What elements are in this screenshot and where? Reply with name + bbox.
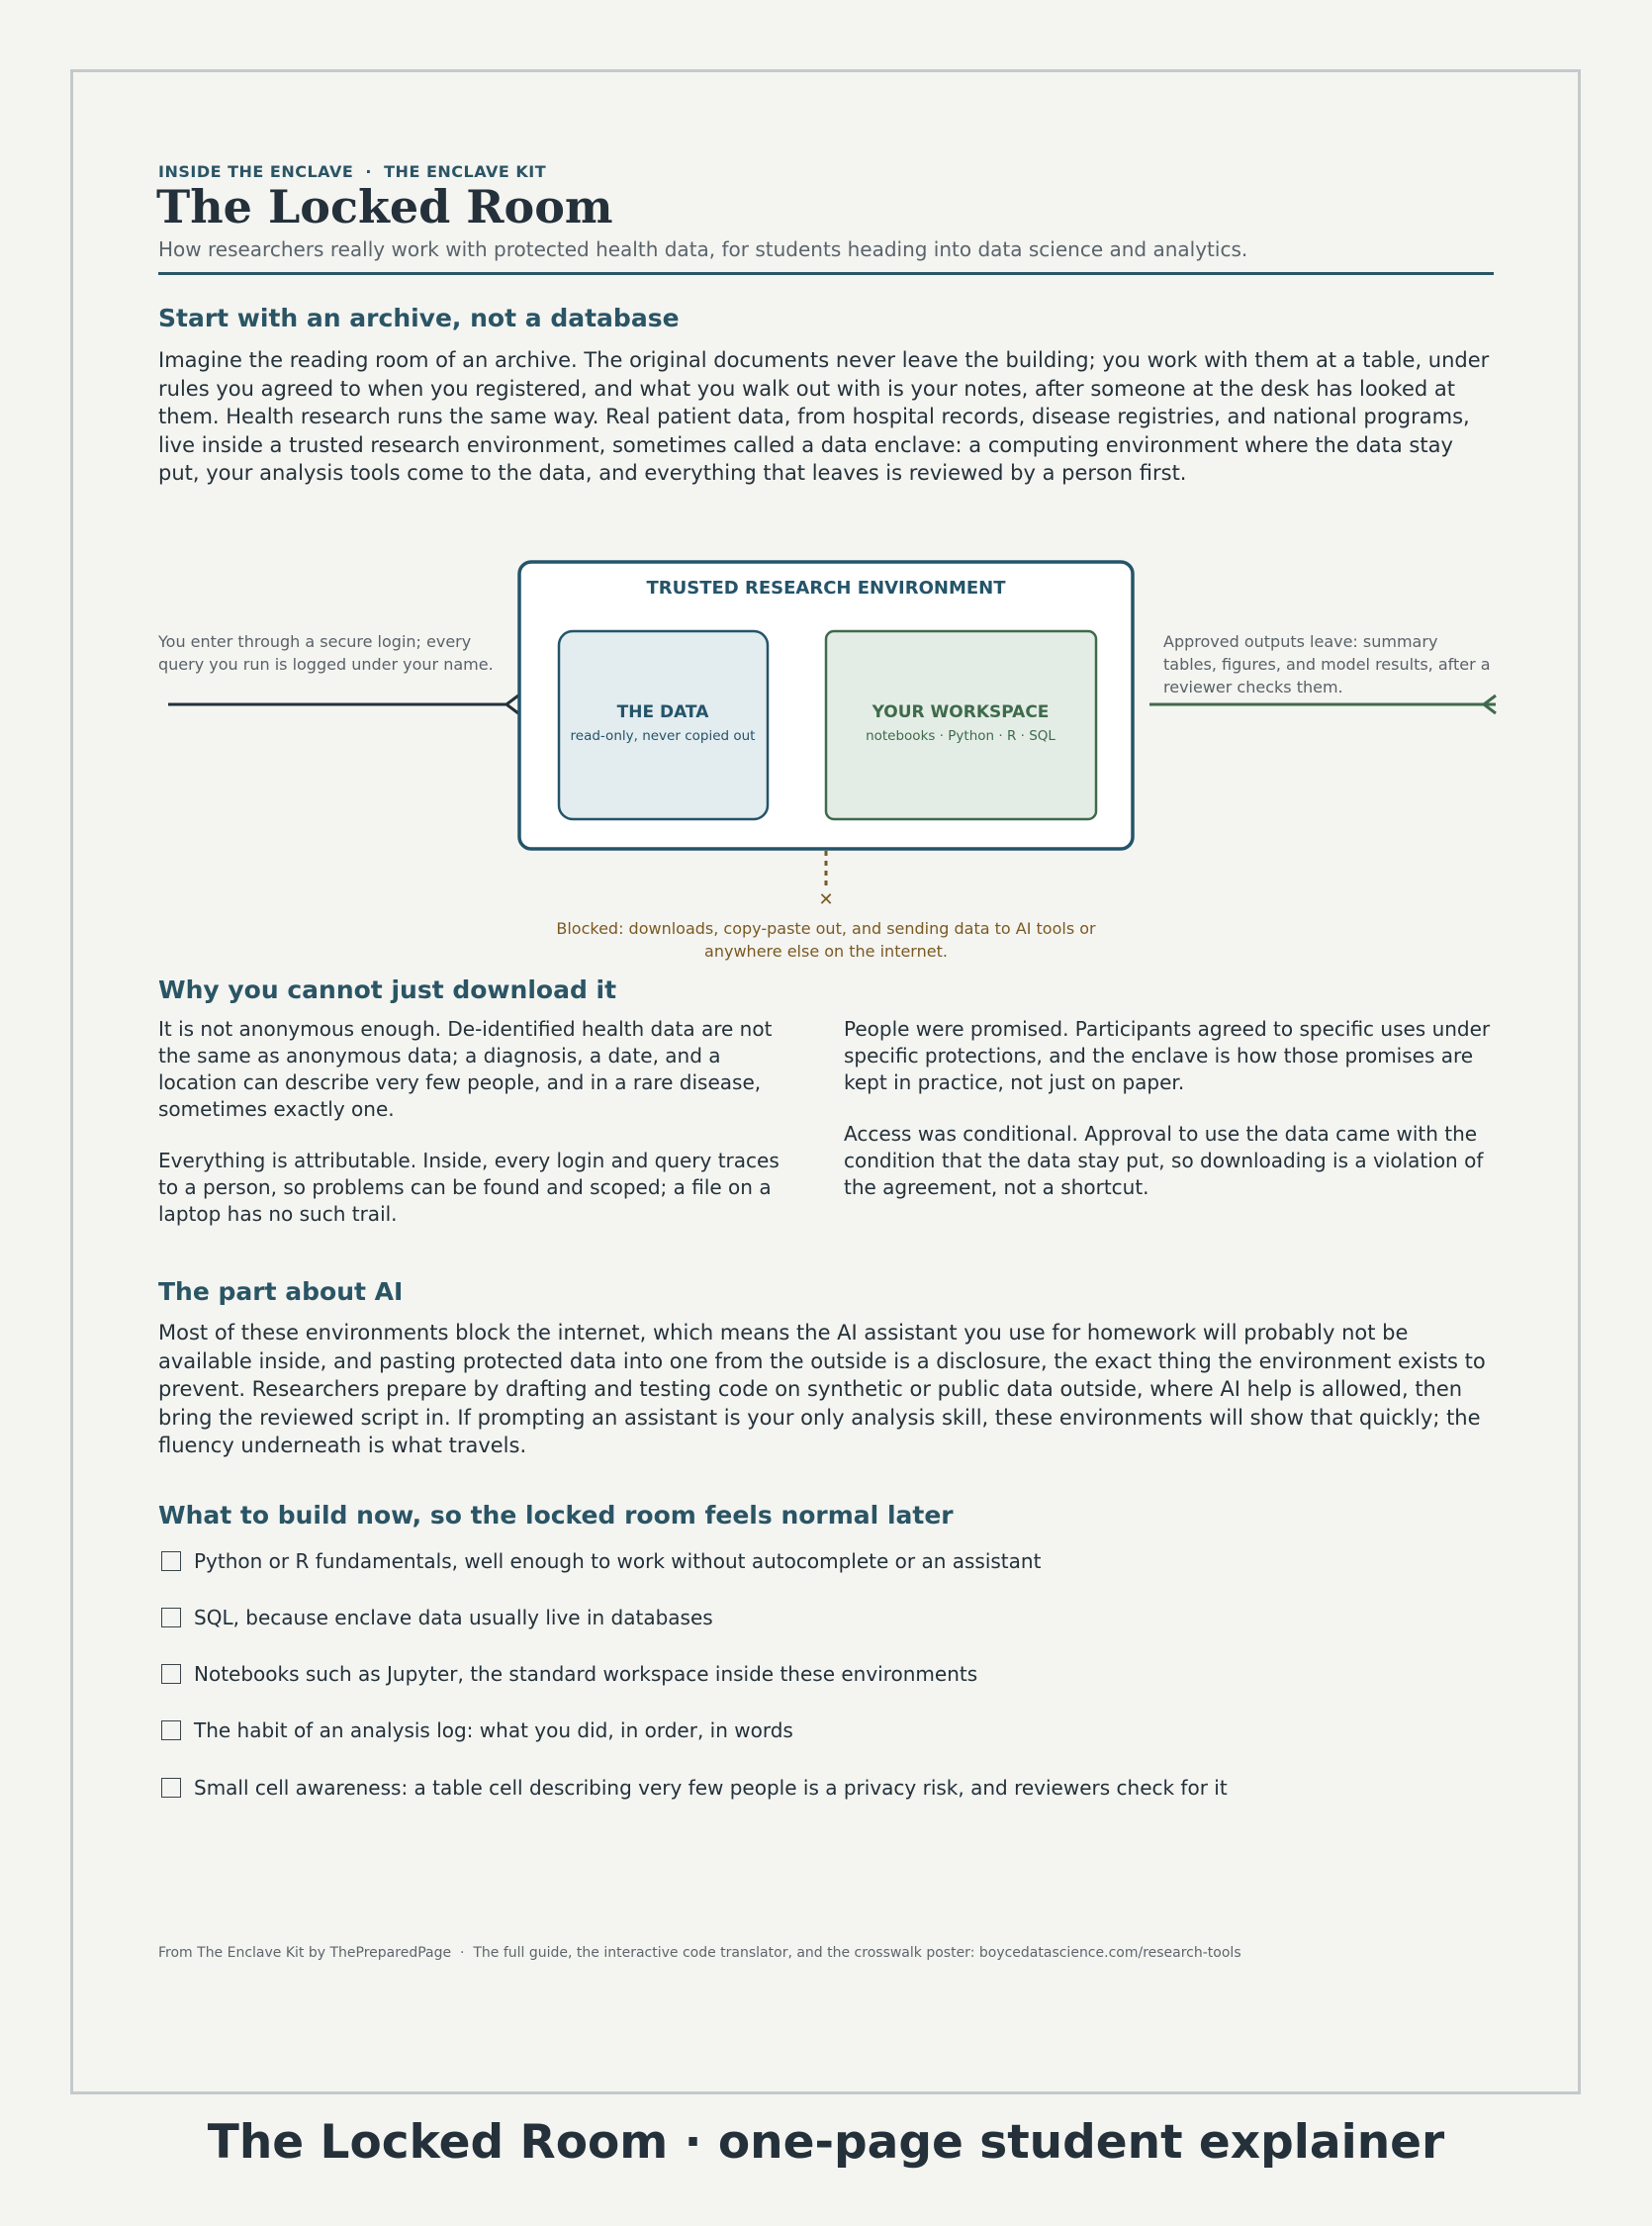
checkbox[interactable] (161, 1778, 181, 1798)
data-box-caption: read-only, never copied out (570, 728, 756, 744)
reason-promised: People were promised. Participants agreed to specific uses under specific protections, and the enclave is how those promises are kept in practice, not just on paper. (844, 1017, 1491, 1094)
checklist-item[interactable] (161, 1606, 713, 1629)
reason-anonymous: It is not anonymous enough. De-identified health data are not the same as anonymous data; a diagnosis, a date, and a location can describe very few people, and in a rare disease, sometimes exactly one. (158, 1017, 773, 1121)
entry-note: You enter through a secure login; every query you run is logged under your name. (158, 632, 494, 674)
checklist-item[interactable] (161, 1549, 1041, 1573)
reason-attributable: Everything is attributable. Inside, every login and query traces to a person, so problems can be found and scoped; a file on a laptop has no such trail. (158, 1149, 780, 1226)
section-heading-build: What to build now, so the locked room feels normal later (158, 1501, 954, 1530)
checklist-item-label: The habit of an analysis log: what you did, in order, in words (194, 1718, 793, 1742)
footer-credit: From The Enclave Kit by ThePreparedPage · The full guide, the interactive code translator, and the crosswalk poster: boycedatascience.com/research-tools (158, 1945, 1241, 1961)
env-title: TRUSTED RESEARCH ENVIRONMENT (646, 578, 1006, 599)
checkbox[interactable] (161, 1720, 181, 1740)
exit-note: Approved outputs leave: summary tables, figures, and model results, after a reviewer checks them. (1163, 632, 1491, 696)
checklist-item-label: Small cell awareness: a table cell describing very few people is a privacy risk, and reviewers check for it (194, 1776, 1228, 1800)
kicker: INSIDE THE ENCLAVE · THE ENCLAVE KIT (158, 162, 547, 181)
enclave-diagram (0, 534, 1652, 970)
checkbox[interactable] (161, 1608, 181, 1627)
section-heading-download: Why you cannot just download it (158, 975, 617, 1004)
entry-arrow-head (506, 696, 518, 713)
checklist-item-label: Python or R fundamentals, well enough to work without autocomplete or an assistant (194, 1549, 1042, 1573)
workspace-box-title: YOUR WORKSPACE (872, 702, 1050, 722)
workspace-box (826, 631, 1096, 819)
blocked-note: Blocked: downloads, copy-paste out, and sending data to AI tools or anywhere else on the internet. (556, 919, 1096, 961)
data-box (559, 631, 768, 819)
page-title: The Locked Room (156, 180, 613, 233)
workspace-box-caption: notebooks · Python · R · SQL (866, 728, 1055, 744)
data-box-title: THE DATA (616, 702, 709, 722)
checkbox[interactable] (161, 1664, 181, 1684)
checklist-item-label: SQL, because enclave data usually live in databases (194, 1606, 713, 1629)
page-subtitle: How researchers really work with protected health data, for students heading into data science and analytics. (158, 237, 1248, 261)
section-body-ai: Most of these environments block the internet, which means the AI assistant you use for homework will probably not be available inside, and pasting protected data into one from the outside is a disclosure, the exact thing the environment exists to prevent. Researchers prepare by drafting and testing code on synthetic or public data outside, where AI help is allowed, then bring the reviewed script in. If prompting an assistant is your only analysis skill, these environments will show that quickly; the fluency underneath is what travels. (158, 1321, 1486, 1458)
checklist-item[interactable] (161, 1776, 1228, 1800)
section-heading-archive: Start with an archive, not a database (158, 304, 680, 332)
checkbox[interactable] (161, 1551, 181, 1571)
reason-conditional: Access was conditional. Approval to use the data came with the condition that the data stay put, so downloading is a violation of the agreement, not a shortcut. (844, 1122, 1484, 1199)
section-body-archive: Imagine the reading room of an archive. The original documents never leave the building; you work with them at a table, under rules you agreed to when you registered, and what you walk out with is your notes, after someone at the desk has looked at them. Health research runs the same way. Real patient data, from hospital records, disease registries, and national programs, live inside a trusted research environment, sometimes called a data enclave: a computing environment where the data stay put, your analysis tools come to the data, and everything that leaves is reviewed by a person first. (158, 348, 1490, 486)
blocked-x-icon: ✕ (818, 889, 834, 910)
checklist-item-label: Notebooks such as Jupyter, the standard workspace inside these environments (194, 1662, 978, 1686)
checklist-item[interactable] (161, 1662, 977, 1686)
header-rule (158, 272, 1494, 275)
section-heading-ai: The part about AI (158, 1277, 404, 1306)
checklist-item[interactable] (161, 1718, 793, 1742)
bottom-caption: The Locked Room · one-page student explainer (207, 2115, 1445, 2170)
